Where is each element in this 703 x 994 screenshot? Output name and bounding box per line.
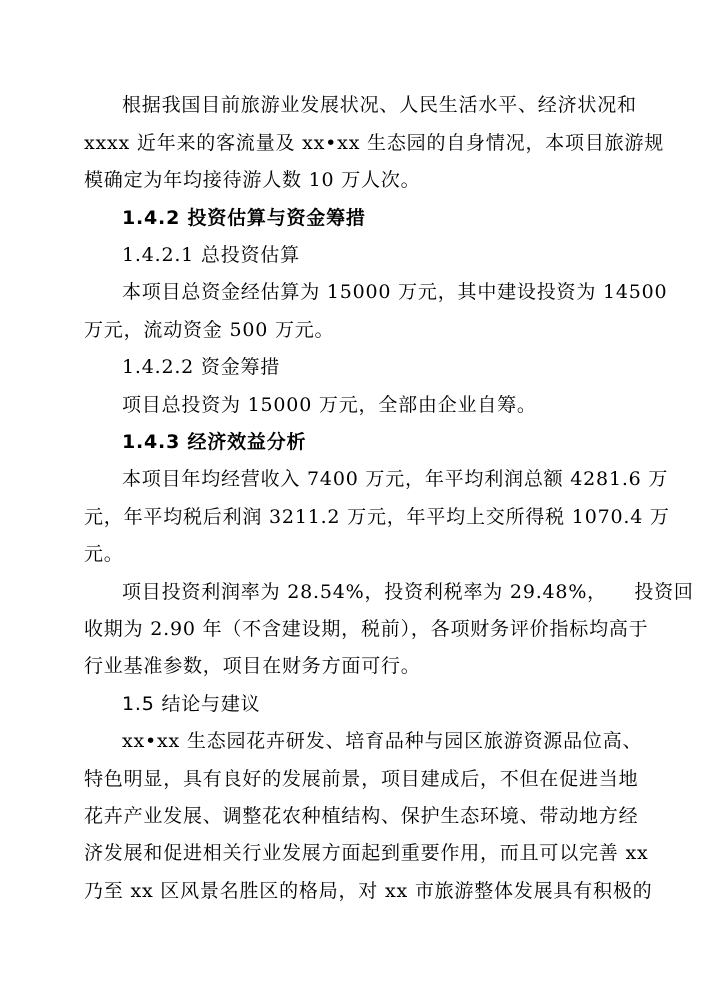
paragraph-line: 项目投资利润率为 28.54%，投资利税率为 29.48%， 投资回 xyxy=(122,581,694,603)
paragraph-line: 万元，流动资金 500 万元。 xyxy=(84,319,335,341)
paragraph-line: 元，年平均税后利润 3211.2 万元，年平均上交所得税 1070.4 万 xyxy=(84,506,670,528)
paragraph-line: xx•xx 生态园花卉研发、培育品种与园区旅游资源品位高、 xyxy=(122,730,643,752)
paragraph-line: 乃至 xx 区风景名胜区的格局，对 xx 市旅游整体发展具有积极的 xyxy=(84,880,653,902)
subsection-heading: 1.4.2.1 总投资估算 xyxy=(122,244,300,266)
paragraph-line: 本项目总资金经估算为 15000 万元，其中建设投资为 14500 xyxy=(122,281,668,303)
paragraph-line: 特色明显，具有良好的发展前景，项目建成后，不但在促进当地 xyxy=(84,768,639,790)
paragraph-line: 本项目年均经营收入 7400 万元，年平均利润总额 4281.6 万 xyxy=(122,468,669,490)
subsection-heading: 1.4.2.2 资金筹措 xyxy=(122,356,281,378)
paragraph-line: 项目总投资为 15000 万元，全部由企业自筹。 xyxy=(122,394,537,416)
paragraph-line: 元。 xyxy=(84,543,124,565)
paragraph-line: xxxx 近年来的客流量及 xx•xx 生态园的自身情况，本项目旅游规 xyxy=(84,132,665,154)
paragraph-line: 花卉产业发展、调整花农种植结构、保护生态环境、带动地方经 xyxy=(84,805,639,827)
paragraph-line: 行业基准参数，项目在财务方面可行。 xyxy=(84,655,421,677)
paragraph-line: 济发展和促进相关行业发展方面起到重要作用，而且可以完善 xx xyxy=(84,842,649,864)
paragraph-line: 根据我国目前旅游业发展状况、人民生活水平、经济状况和 xyxy=(122,94,637,116)
paragraph-line: 模确定为年均接待游人数 10 万人次。 xyxy=(84,169,421,191)
paragraph-line: 收期为 2.90 年（不含建设期，税前），各项财务评价指标均高于 xyxy=(84,618,649,640)
section-heading: 1.4.2 投资估算与资金筹措 xyxy=(122,207,366,229)
section-heading: 1.4.3 经济效益分析 xyxy=(122,431,307,453)
section-heading: 1.5 结论与建议 xyxy=(122,693,261,715)
